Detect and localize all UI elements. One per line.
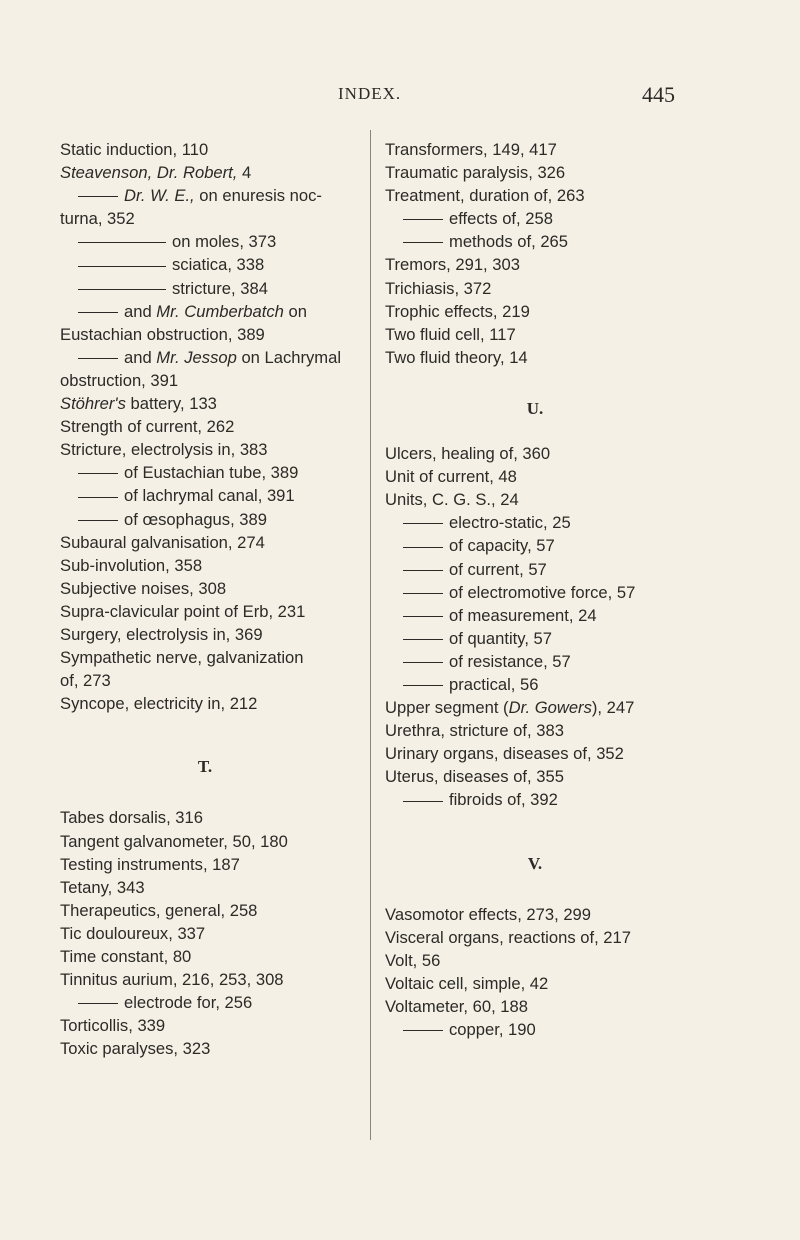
index-entry: Uterus, diseases of, 355 [385,767,564,787]
entry-text: practical, 56 [449,674,539,694]
entry-text: ), 247 [591,698,635,718]
ditto-dash [78,497,118,498]
entry-text: electro-static, 25 [449,513,571,533]
index-entry: Vasomotor effects, 273, 299 [385,904,592,924]
index-entry: Urethra, stricture of, 383 [385,721,564,741]
index-entry: Urinary organs, diseases of, 352 [385,744,624,764]
ditto-dash [78,242,166,243]
index-entry [60,991,360,1014]
column-divider [370,130,371,1140]
index-entry: Voltameter, 60, 188 [385,997,528,1016]
index-entry: Trichiasis, 372 [385,278,492,298]
index-entry [385,627,735,650]
index-entry: Subaural galvanisation, 274 [60,532,265,552]
index-entry: Syncope, electricity in, 212 [60,694,258,714]
index-entry: Tetany, 343 [60,877,145,897]
entry-text: battery, 133 [125,394,217,414]
index-entry: Voltaic cell, simple, 42 [385,973,549,993]
running-head: INDEX. [338,84,402,103]
index-entry: Ulcers, healing of, 360 [385,444,551,464]
index-entry: Therapeutics, general, 258 [60,900,258,920]
entry-name: Dr. Gowers [508,698,592,718]
index-entry: Stricture, electrolysis in, 383 [60,440,268,460]
entry-text: of current, 57 [449,559,547,579]
index-entry-continuation: Eustachian obstruction, 389 [60,324,265,344]
index-entry [385,1018,735,1041]
ditto-dash [403,801,443,802]
index-entry: Strength of current, 262 [60,417,235,437]
entry-text: and [124,347,157,367]
index-entry: Units, C. G. S., 24 [385,490,519,510]
section-letter-u: U. [526,398,544,418]
index-entry: Torticollis, 339 [60,1016,166,1036]
ditto-dash [78,520,118,521]
index-entry: Two fluid cell, 117 [385,324,516,344]
index-entry [60,346,360,369]
index-entry [385,650,735,673]
entry-text: of Eustachian tube, 389 [124,463,299,483]
entry-text: copper, 190 [449,1020,536,1040]
entry-text: stricture, 384 [172,278,268,298]
index-entry: Tic douloureux, 337 [60,923,206,943]
entry-text: methods of, 265 [449,232,569,252]
page-header [0,78,800,118]
page-number: 445 [642,82,675,107]
entry-text: of capacity, 57 [449,536,555,556]
right-column [385,138,735,1041]
index-entry: Surgery, electrolysis in, 369 [60,624,263,644]
index-entry [385,230,735,253]
ditto-dash [78,358,118,359]
section-letter-v: V. [527,853,543,873]
index-entry: Tabes dorsalis, 316 [60,808,203,828]
index-entry: Subjective noises, 308 [60,578,227,598]
index-entry [385,604,735,627]
index-entry [385,534,735,557]
index-entry: Static induction, 110 [60,140,209,159]
ditto-dash [403,523,443,524]
entry-text: effects of, 258 [449,209,553,229]
index-entry: Toxic paralyses, 323 [60,1039,211,1059]
index-entry [385,207,735,230]
entry-text: and [124,301,157,321]
ditto-dash [403,593,443,594]
index-entry [60,184,360,207]
index-entry: Testing instruments, 187 [60,854,240,874]
entry-text: Upper segment ( [385,698,509,718]
entry-text: of measurement, 24 [449,605,597,625]
ditto-dash [78,312,118,313]
index-entry [385,581,735,604]
ditto-dash [78,266,166,267]
ditto-dash [403,547,443,548]
index-entry: Tremors, 291, 303 [385,255,520,275]
entry-text: of resistance, 57 [449,651,571,671]
index-entry-continuation: turna, 352 [60,209,135,229]
index-entry-continuation: of, 273 [60,671,111,691]
index-entry [60,508,360,531]
ditto-dash [403,616,443,617]
index-entry: Time constant, 80 [60,947,192,966]
entry-text: on moles, 373 [172,232,277,252]
ditto-dash [78,196,118,197]
index-entry: Volt, 56 [385,950,441,970]
index-entry: Supra-clavicular point of Erb, 231 [60,601,306,621]
index-entry [60,300,360,323]
ditto-dash [403,639,443,640]
index-entry [60,484,360,507]
index-entry [60,230,360,253]
ditto-dash [403,1030,443,1031]
index-entry [385,673,735,696]
index-entry: Unit of current, 48 [385,467,517,487]
index-entry: Treatment, duration of, 263 [385,186,585,206]
index-entry: Trophic effects, 219 [385,301,530,321]
ditto-dash [78,1003,118,1004]
index-entry [60,392,360,415]
entry-name: Stöhrer's [60,394,126,414]
entry-text: on [283,301,307,321]
ditto-dash [403,662,443,663]
index-entry: Tinnitus aurium, 216, 253, 308 [60,970,284,990]
left-column [60,138,360,1060]
entry-text: fibroids of, 392 [449,790,558,810]
index-entry [60,161,360,184]
index-entry: Sub-involution, 358 [60,555,203,575]
entry-name: Mr. Jessop [156,347,237,367]
entry-text: of lachrymal canal, 391 [124,486,295,506]
ditto-dash [403,570,443,571]
index-entry [60,461,360,484]
index-entry [385,511,735,534]
entry-text: of œsophagus, 389 [124,509,267,529]
entry-name: Mr. Cumberbatch [156,301,284,321]
index-entry: Two fluid theory, 14 [385,347,528,367]
index-entry: Visceral organs, reactions of, 217 [385,927,631,947]
index-entry [60,253,360,276]
index-entry: Traumatic paralysis, 326 [385,163,566,183]
index-entry [385,696,735,719]
index-entry: Sympathetic nerve, galvanization [60,648,304,668]
ditto-dash [78,473,118,474]
entry-pages: 4 [237,163,252,183]
ditto-dash [403,219,443,220]
index-entry [385,558,735,581]
ditto-dash [78,289,166,290]
index-entry: Transformers, 149, 417 [385,140,557,159]
index-entry: Tangent galvanometer, 50, 180 [60,831,288,851]
ditto-dash [403,242,443,243]
entry-text: electrode for, 256 [124,993,253,1013]
entry-text: sciatica, 338 [172,255,265,275]
entry-name: Dr. W. E., [124,186,195,206]
entry-name: Steavenson, Dr. Robert, [60,163,238,183]
ditto-dash [403,685,443,686]
index-entry [60,277,360,300]
index-entry-continuation: obstruction, 391 [60,370,179,390]
index-entry [385,788,735,811]
entry-text: of electromotive force, 57 [449,582,636,602]
entry-text: of quantity, 57 [449,628,553,648]
section-letter-t: T. [197,757,213,777]
entry-text: on enuresis noc- [194,186,322,206]
entry-text: on Lachrymal [236,347,342,367]
